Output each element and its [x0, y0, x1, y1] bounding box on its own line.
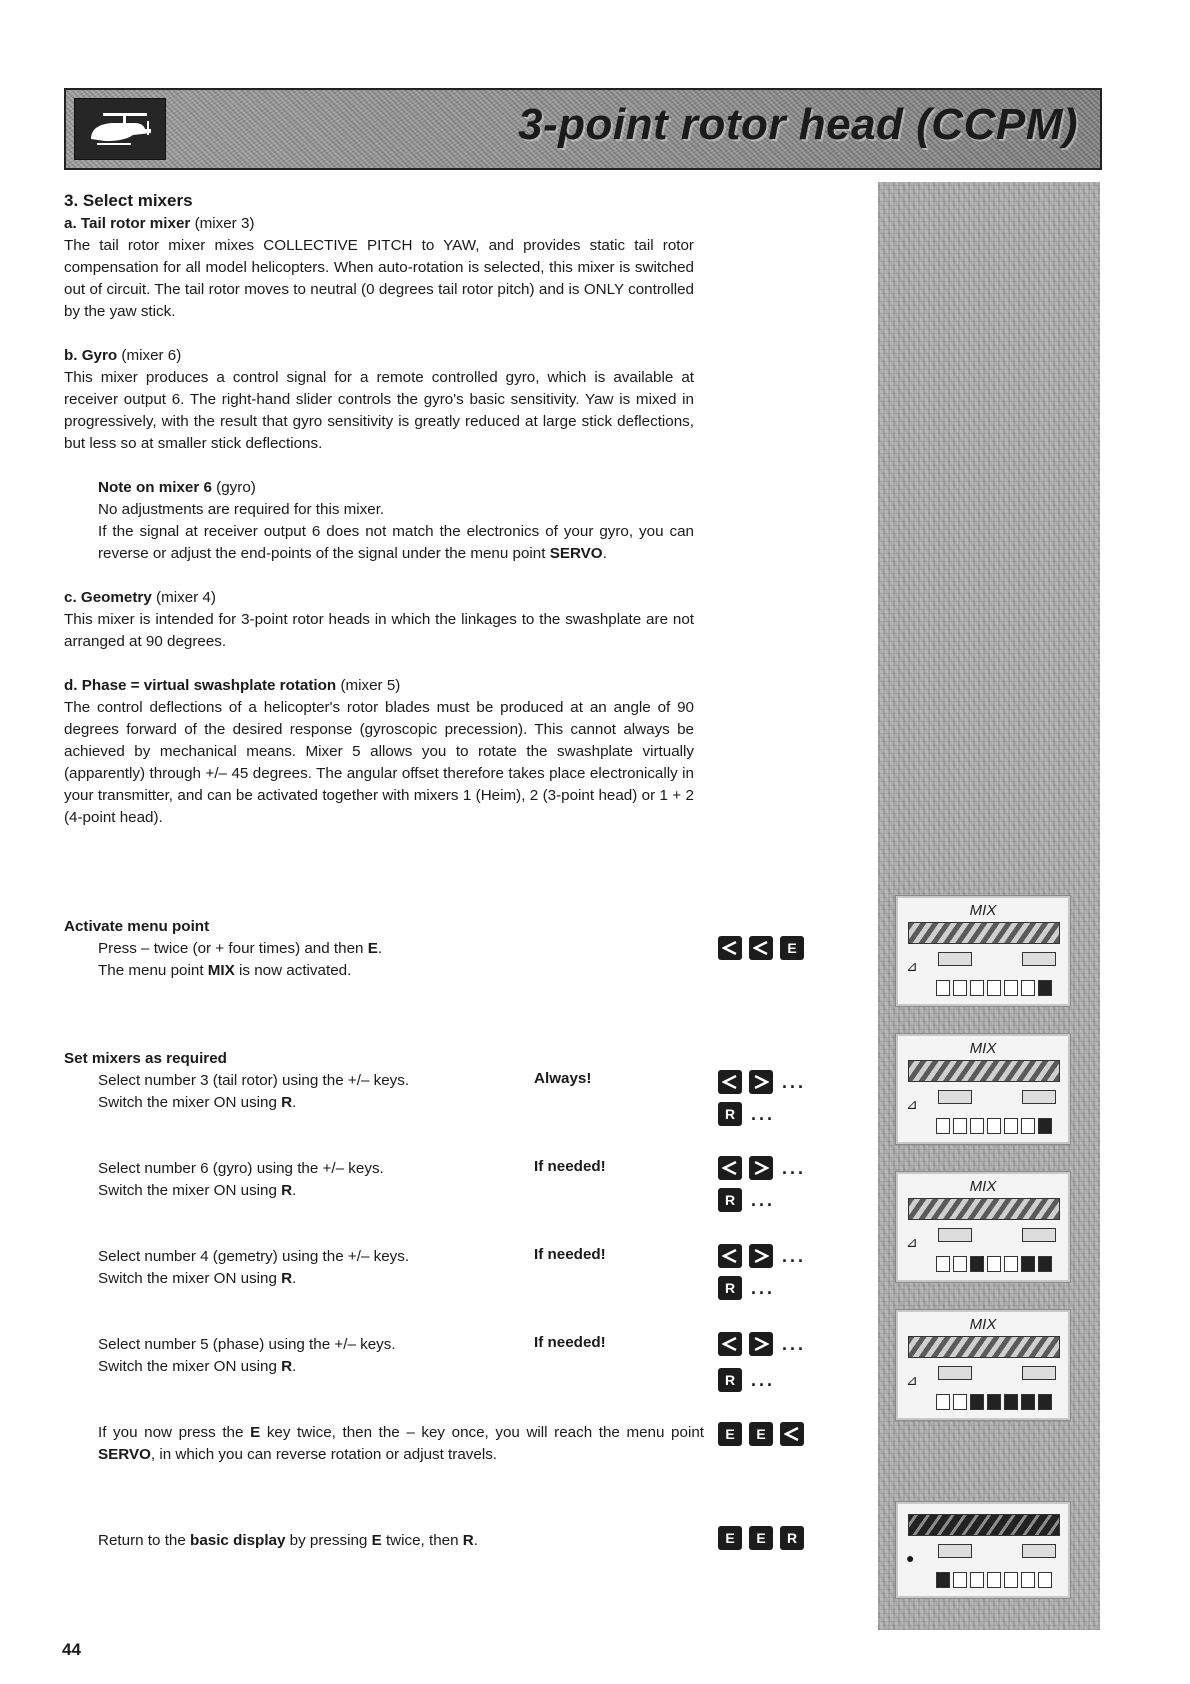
- text: by pressing: [289, 1532, 368, 1549]
- lcd-indicators: [938, 1090, 1058, 1106]
- e-key: E: [718, 1526, 742, 1550]
- tail-rotor-text: The tail rotor mixer mixes COLLECTIVE PITCH to YAW, and provides static tail rotor compensation for all model helicopters. When auto-rotation is selected, this mixer is switched out of circuit. The tail rotor moves to neutral (0 degrees tail rotor pitch) and is ONLY controlled by the yaw stick.: [64, 237, 694, 320]
- lcd-cell: [987, 1256, 1001, 1272]
- select-line: Select number 3 (tail rotor) using the +/– keys.: [98, 1072, 410, 1089]
- text-end: .: [473, 1532, 478, 1549]
- minus-key-icon: [718, 1244, 742, 1268]
- key-ref: R: [281, 1358, 293, 1375]
- mixer-step-3: [64, 1246, 409, 1290]
- lcd-cell: [1038, 1118, 1052, 1134]
- text-end: , in which you can reverse rotation or adjust travels.: [150, 1446, 498, 1463]
- activate-heading: Activate menu point: [64, 918, 210, 935]
- geometry-heading: [64, 587, 694, 609]
- lcd-cell: [970, 1394, 984, 1410]
- lcd-indicators: [938, 1544, 1058, 1560]
- ellipsis: ...: [782, 1157, 807, 1178]
- lcd-indicators: [938, 1366, 1058, 1382]
- lcd-cell: [1021, 1118, 1035, 1134]
- text: Switch the mixer ON using: [98, 1358, 277, 1375]
- phase-section: [64, 675, 694, 829]
- lcd-bar: [908, 1060, 1060, 1082]
- ellipsis: ...: [782, 1245, 807, 1266]
- e-key: E: [749, 1526, 773, 1550]
- ellipsis: ...: [751, 1277, 776, 1298]
- return-keys: [718, 1526, 804, 1550]
- text-end: .: [292, 1094, 297, 1111]
- lcd-bar: [908, 922, 1060, 944]
- lcd-cell: [1021, 1572, 1035, 1588]
- select-line: Select number 5 (phase) using the +/– keys.: [98, 1336, 396, 1353]
- lcd-cell: [1004, 1118, 1018, 1134]
- lcd-cells: [936, 1394, 1052, 1410]
- lcd-bar: [908, 1198, 1060, 1220]
- select-line: Select number 4 (gemetry) using the +/– keys.: [98, 1248, 410, 1265]
- r-key: R: [718, 1368, 742, 1392]
- r-key: R: [780, 1526, 804, 1550]
- text-end: .: [292, 1270, 297, 1287]
- lcd-cell: [1038, 1256, 1052, 1272]
- text: key twice, then the – key once, you will reach the menu point: [266, 1424, 704, 1441]
- lcd-cells: [936, 1118, 1052, 1134]
- e-key: E: [718, 1422, 742, 1446]
- minus-key-icon: [780, 1422, 804, 1446]
- lcd-symbol-icon: ⊿: [906, 1234, 918, 1250]
- lcd-indicator: [1022, 1090, 1056, 1104]
- lcd-cell: [936, 1572, 950, 1588]
- lcd-display-4: [896, 1310, 1070, 1420]
- lcd-cell: [970, 1256, 984, 1272]
- lcd-symbol-icon: ⊿: [906, 1096, 918, 1112]
- lcd-indicator: [938, 1228, 972, 1242]
- plus-key-icon: [749, 1244, 773, 1268]
- page-title: 3-point rotor head (CCPM): [517, 100, 1078, 149]
- minus-key-icon: [718, 1332, 742, 1356]
- note-line-2: [98, 521, 694, 565]
- lcd-cell: [953, 1394, 967, 1410]
- gyro-note: [98, 477, 694, 565]
- lcd-cell: [936, 1394, 950, 1410]
- lcd-indicator: [1022, 1228, 1056, 1242]
- key-ref: R: [281, 1094, 293, 1111]
- lcd-cell: [953, 1572, 967, 1588]
- key-ref: R: [281, 1182, 293, 1199]
- lcd-display-2: [896, 1034, 1070, 1144]
- text: Switch the mixer ON using: [98, 1094, 277, 1111]
- ellipsis: ...: [751, 1189, 776, 1210]
- text-end: .: [377, 940, 383, 957]
- lcd-cell: [953, 1118, 967, 1134]
- lcd-symbol-icon: ●: [906, 1550, 915, 1566]
- page-number: 44: [62, 1640, 81, 1659]
- set-mixers-heading: Set mixers as required: [64, 1050, 227, 1067]
- lcd-cell: [936, 1256, 950, 1272]
- servo-term: SERVO: [549, 545, 603, 562]
- r-key: R: [718, 1276, 742, 1300]
- return-step: [64, 1530, 478, 1552]
- key-ref: R: [281, 1270, 293, 1287]
- lcd-indicator: [1022, 1366, 1056, 1380]
- lcd-indicators: [938, 1228, 1058, 1244]
- lcd-cell: [987, 1118, 1001, 1134]
- phase-text: The control deflections of a helicopter's rotor blades must be produced at an angle of 90 degrees forward of the desired response (gyroscopic precession). This cannot always be achieved by mechanical means. Mixer 5 allows you to rotate the swashplate virtually (apparently) through +/– 45 degrees. The angular offset therefore takes place electronically in your transmitter, and can be activated together with mixers 1 (Heim), 2 (3-point head) or 1 + 2 (4-point head).: [64, 699, 694, 826]
- tail-rotor-section: [64, 213, 694, 323]
- lcd-cell: [1021, 980, 1035, 996]
- plus-key-icon: [749, 1070, 773, 1094]
- heading-paren: (gyro): [216, 479, 256, 496]
- lcd-cell: [1004, 1572, 1018, 1588]
- text: If you now press the: [98, 1424, 244, 1441]
- text: Press – twice (or + four times) and then: [98, 940, 364, 957]
- lcd-title: MIX: [969, 1040, 997, 1057]
- servo-text: [98, 1422, 704, 1466]
- condition-if-needed: If needed!: [534, 1334, 606, 1351]
- lcd-indicator: [938, 952, 972, 966]
- activate-line-1: [64, 938, 382, 960]
- ellipsis: ...: [751, 1369, 776, 1390]
- geometry-text: This mixer is intended for 3-point rotor heads in which the linkages to the swashplate are not arranged at 90 degrees.: [64, 611, 694, 650]
- gyro-heading: [64, 345, 694, 367]
- select-line: Select number 6 (gyro) using the +/– keys.: [98, 1160, 384, 1177]
- mixer-step-2: [64, 1158, 384, 1202]
- condition-always: Always!: [534, 1070, 592, 1087]
- r-key: R: [718, 1188, 742, 1212]
- basic-display-term: basic display: [190, 1532, 286, 1549]
- phase-heading: [64, 675, 694, 697]
- heading-text: a. Tail rotor mixer: [64, 215, 191, 232]
- activate-keys: [718, 936, 804, 960]
- condition-if-needed: If needed!: [534, 1246, 606, 1263]
- geometry-section: [64, 587, 694, 653]
- switch-line: [98, 1356, 396, 1378]
- plus-key-icon: [749, 1156, 773, 1180]
- switch-line: [98, 1180, 384, 1202]
- lcd-cell: [987, 1394, 1001, 1410]
- lcd-bar: [908, 1514, 1060, 1536]
- minus-key-icon: [718, 936, 742, 960]
- lcd-basic-display: [896, 1502, 1070, 1598]
- key-ref: E: [250, 1424, 261, 1441]
- lcd-cell: [1021, 1256, 1035, 1272]
- minus-key-icon: [718, 1156, 742, 1180]
- mixer-2-switch-keys: [718, 1188, 775, 1212]
- lcd-cell: [1038, 1572, 1052, 1588]
- section-title: 3. Select mixers: [64, 191, 193, 210]
- text-end: .: [292, 1182, 297, 1199]
- mixer-3-select-keys: [718, 1244, 806, 1268]
- lcd-cell: [970, 980, 984, 996]
- condition-if-needed: If needed!: [534, 1158, 606, 1175]
- lcd-title: MIX: [969, 1178, 997, 1195]
- plus-key-icon: [749, 1332, 773, 1356]
- lcd-cells: [936, 980, 1052, 996]
- lcd-bar: [908, 1336, 1060, 1358]
- tail-rotor-heading: [64, 213, 694, 235]
- lcd-cell: [970, 1572, 984, 1588]
- lcd-indicator: [938, 1544, 972, 1558]
- heading-text: d. Phase = virtual swashplate rotation: [64, 677, 337, 694]
- e-key: E: [780, 936, 804, 960]
- e-key: E: [749, 1422, 773, 1446]
- mixer-1-switch-keys: [718, 1102, 775, 1126]
- text: twice, then: [385, 1532, 459, 1549]
- heading-paren: (mixer 3): [194, 215, 255, 232]
- lcd-indicator: [1022, 952, 1056, 966]
- lcd-cell: [1004, 980, 1018, 996]
- mixer-4-switch-keys: [718, 1368, 775, 1392]
- key-ref: R: [462, 1532, 474, 1549]
- gyro-text: This mixer produces a control signal for a remote controlled gyro, which is available at receiver output 6. The right-hand slider controls the gyro's basic sensitivity. Yaw is mixed in progressively, with the result that gyro sensitivity is greatly reduced at large stick deflections, but less so at smaller stick deflections.: [64, 369, 694, 452]
- mixer-step-4: [64, 1334, 396, 1378]
- mixer-1-select-keys: [718, 1070, 806, 1094]
- servo-term: SERVO: [98, 1446, 151, 1463]
- minus-key-icon: [749, 936, 773, 960]
- ellipsis: ...: [782, 1071, 807, 1092]
- helicopter-icon: [74, 98, 166, 160]
- note-line-1: No adjustments are required for this mixer.: [98, 501, 385, 518]
- heading-text: c. Geometry: [64, 589, 152, 606]
- lcd-title: MIX: [969, 902, 997, 919]
- servo-keys: [718, 1422, 804, 1446]
- switch-line: [98, 1092, 409, 1114]
- ellipsis: ...: [782, 1333, 807, 1354]
- lcd-indicators: [938, 952, 1058, 968]
- r-key: R: [718, 1102, 742, 1126]
- lcd-cell: [936, 980, 950, 996]
- key-ref: E: [371, 1532, 382, 1549]
- heading-text: Note on mixer 6: [98, 479, 212, 496]
- key-ref: E: [367, 940, 378, 957]
- text-end: .: [292, 1358, 297, 1375]
- gyro-section: [64, 345, 694, 455]
- text-end: is now activated.: [239, 962, 352, 979]
- activate-line-2: [64, 960, 382, 982]
- text: The menu point: [98, 962, 204, 979]
- header-banner: [64, 88, 1102, 170]
- minus-key-icon: [718, 1070, 742, 1094]
- mixer-step-1: [64, 1070, 409, 1114]
- lcd-cell: [1004, 1394, 1018, 1410]
- lcd-title: MIX: [969, 1316, 997, 1333]
- note-text: If the signal at receiver output 6 does not match the electronics of your gyro, you can reverse or adjust the end-points of the signal under the menu point: [98, 523, 694, 562]
- lcd-cells: [936, 1256, 1052, 1272]
- ellipsis: ...: [751, 1103, 776, 1124]
- lcd-cell: [1004, 1256, 1018, 1272]
- activate-step: [64, 916, 382, 982]
- lcd-cell: [1038, 1394, 1052, 1410]
- lcd-indicator: [1022, 1544, 1056, 1558]
- lcd-cell: [953, 1256, 967, 1272]
- text: Return to the: [98, 1532, 186, 1549]
- lcd-cell: [1038, 980, 1052, 996]
- lcd-cells: [936, 1572, 1052, 1588]
- text: Switch the mixer ON using: [98, 1270, 277, 1287]
- lcd-symbol-icon: ⊿: [906, 1372, 918, 1388]
- lcd-indicator: [938, 1090, 972, 1104]
- lcd-cell: [987, 980, 1001, 996]
- text: Switch the mixer ON using: [98, 1182, 277, 1199]
- heading-paren: (mixer 5): [340, 677, 401, 694]
- heading-paren: (mixer 6): [121, 347, 182, 364]
- mixer-4-select-keys: [718, 1332, 806, 1356]
- lcd-cell: [936, 1118, 950, 1134]
- lcd-cell: [953, 980, 967, 996]
- mixer-2-select-keys: [718, 1156, 806, 1180]
- mix-term: MIX: [207, 962, 235, 979]
- main-content: [64, 190, 694, 851]
- lcd-cell: [970, 1118, 984, 1134]
- heading-text: b. Gyro: [64, 347, 118, 364]
- switch-line: [98, 1268, 409, 1290]
- note-end: .: [602, 545, 607, 562]
- lcd-cell: [987, 1572, 1001, 1588]
- heading-paren: (mixer 4): [156, 589, 216, 606]
- lcd-display-1: [896, 896, 1070, 1006]
- lcd-symbol-icon: ⊿: [906, 958, 918, 974]
- lcd-display-3: [896, 1172, 1070, 1282]
- servo-step: [64, 1422, 704, 1466]
- note-heading: [98, 477, 694, 499]
- lcd-indicator: [938, 1366, 972, 1380]
- mixer-3-switch-keys: [718, 1276, 775, 1300]
- lcd-cell: [1021, 1394, 1035, 1410]
